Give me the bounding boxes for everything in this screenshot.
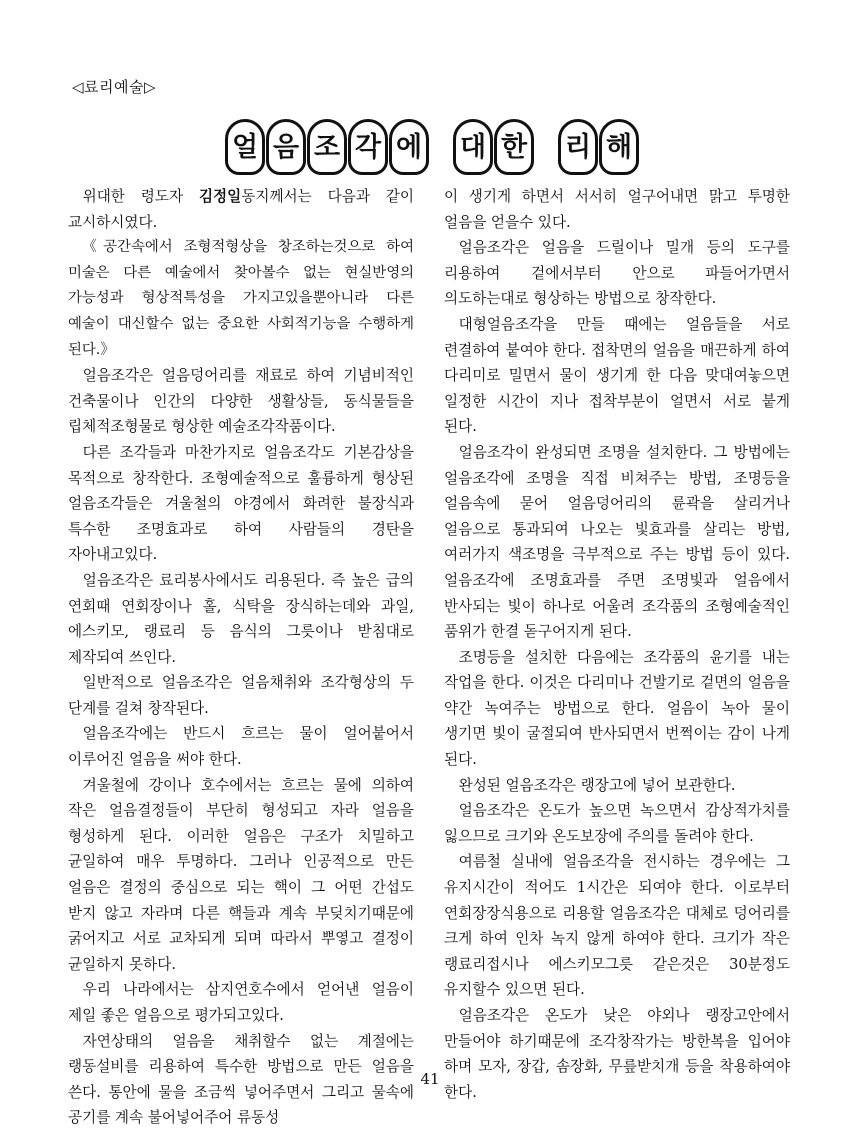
paragraph: 다른 조각들과 마찬가지로 얼음조각도 기본감상을 목적으로 창작한다. 조형예술적으로 훌륭하게 형상된 얼음조각들은 겨울철의 야경에서 화려한 불장식과 특수한 조명효과로 하여 사람들의 경탄을 자아내고있다. bbox=[68, 443, 414, 564]
paragraph: 얼음조각은 얼음덩어리를 재료로 하여 기념비적인 건축물이나 인간의 다양한 생활상들, 동식물들을 립체적조형물로 형상한 예술조각작품이다. bbox=[68, 367, 414, 436]
paragraph: 대형얼음조각을 만들 때에는 얼음들을 서로 련결하여 붙여야 한다. 접착면의 얼음을 매끈하게 하여 다리미로 밀면서 물이 생기게 한 다음 맞대여놓으면 일정한 시간이 지나 접착부분이 얼면서 서로 붙게 된다. bbox=[444, 315, 790, 436]
title-char: 리 bbox=[558, 119, 598, 175]
paragraph: 얼음조각은 온도가 낮은 야외나 랭장고안에서 만들어야 하기때문에 조각창작가는 방한복을 입어야 하며 모자, 장갑, 솜장화, 무릎받치개 등을 착용하여야 한다. bbox=[444, 1007, 790, 1101]
paragraph: 자연상태의 얼음을 채취할수 없는 계절에는 랭동설비를 리용하여 특수한 방법으로 만든 얼음을 쓴다. 통안에 물을 조금씩 넣어주면서 그리고 물속에 공기를 계속 불어넣어주어 류동성 bbox=[68, 1032, 414, 1127]
title-word-3 bbox=[558, 119, 639, 175]
text-run: 동지께서는 다음과 같이 교시하시였다. bbox=[68, 188, 414, 231]
title-char: 한 bbox=[494, 119, 534, 175]
paragraph: 일반적으로 얼음조각은 얼음채취와 조각형상의 두 단계를 걸쳐 창작된다. bbox=[68, 674, 414, 717]
text-run: 위대한 령도자 bbox=[82, 188, 199, 205]
paragraph: 우리 나라에서는 삼지연호수에서 얻어낸 얼음이 제일 좋은 얼음으로 평가되고있다. bbox=[68, 981, 414, 1024]
paragraph: 조명등을 설치한 다음에는 조각품의 윤기를 내는 작업을 한다. 이것은 다리미나 건발기로 겉면의 얼음을 약간 녹여주는 방법으로 한다. 얼음이 녹아 물이 생기면 빛이 굴절되여 반사되면서 번쩍이는 감이 나게 된다. bbox=[444, 648, 790, 769]
paragraph: 얼음조각에는 반드시 흐르는 물이 얼어붙어서 이루어진 얼음을 써야 한다. bbox=[68, 725, 414, 769]
title-word-2 bbox=[453, 119, 534, 175]
paragraph: 겨울철에 강이나 호수에서는 흐르는 물에 의하여 작은 얼음결정들이 부단히 형성되고 자라 얼음을 형성하게 된다. 이러한 얼음은 구조가 치밀하고 균일하여 매우 투명하다. 그러나 인공적으로 만든 얼음은 결정의 중심으로 되는 핵이 그 어떤 간섭도 받지 않고 자라며 다른 핵들과 계속 부딪치기때문에 굵어지고 서로 교차되게 되며 따라서 뿌옇고 결정이 균일하지 못하다. bbox=[68, 776, 414, 973]
title-word-1 bbox=[225, 119, 429, 175]
title-char: 대 bbox=[453, 119, 493, 175]
title-char: 에 bbox=[389, 119, 429, 175]
title-char: 음 bbox=[266, 119, 306, 175]
paragraph: 여름철 실내에 얼음조각을 전시하는 경우에는 그 유지시간이 적어도 1시간은 되여야 한다. 이로부터 연회장장식용으로 리용할 얼음조각은 대체로 덩어리를 크게 하여 인차 녹지 않게 하여야 한다. 크기가 작은 랭료리접시나 에스키모그릇 같은것은 30분정도 유지할수 있으면 된다. bbox=[444, 853, 790, 999]
paragraph: 이 생기게 하면서 서서히 얼구어내면 맑고 투명한 얼음을 얻을수 있다. bbox=[444, 188, 790, 231]
paragraph: 얼음조각은 온도가 높으면 녹으면서 감상적가치를 잃으므로 크기와 온도보장에 주의를 돌려야 한다. bbox=[444, 802, 790, 845]
right-column bbox=[444, 184, 790, 1105]
paragraph: 얼음조각은 료리봉사에서도 리용된다. 즉 높은 급의 연회때 연회장이나 홀, 식탁을 장식하는데와 과일, 에스키모, 랭료리 등 음식의 그릇이나 받침대로 제작되여 쓰인다. bbox=[68, 571, 414, 666]
paragraph bbox=[68, 184, 414, 235]
paragraph: 완성된 얼음조각은 랭장고에 넣어 보관한다. bbox=[458, 776, 736, 794]
paragraph: 얼음조각이 완성되면 조명을 설치한다. 그 방법에는 얼음조각에 조명을 직접 비쳐주는 방법, 조명등을 얼음속에 묻어 얼음덩어리의 륜곽을 살리거나 얼음으로 통과되여 나오는 빛효과를 살리는 방법, 여러가지 색조명을 극부적으로 주는 방법 등이 있다. 얼음조각에 조명효과를 주면 조명빛과 얼음에서 반사되는 빛이 하나로 어울려 조각품의 조형예술적인 품위가 한결 돋구어지게 된다. bbox=[444, 443, 790, 641]
title-char: 얼 bbox=[225, 119, 265, 175]
section-label: ◁료리예술▷ bbox=[72, 78, 157, 96]
leader-name: 김정일 bbox=[198, 188, 242, 205]
title-char: 각 bbox=[348, 119, 388, 175]
page-number: 41 bbox=[420, 1070, 440, 1088]
quotation: 《공간속에서 조형적형상을 창조하는것으로 하여 미술은 다른 예술에서 찾아볼수 없는 현실반영의 가능성과 형상적특성을 가지고있을뿐아니라 다른 예술이 대신할수 없는 중요한 사회적기능을 수행하게 된다.》 bbox=[68, 239, 414, 358]
left-column bbox=[68, 184, 414, 1131]
article-title bbox=[225, 116, 645, 178]
paragraph: 얼음조각은 얼음을 드릴이나 밀개 등의 도구를 리용하여 겉에서부터 안으로 파들어가면서 의도하는대로 형상하는 방법으로 창작한다. bbox=[444, 239, 790, 308]
title-char: 해 bbox=[599, 119, 639, 175]
title-char: 조 bbox=[307, 119, 347, 175]
